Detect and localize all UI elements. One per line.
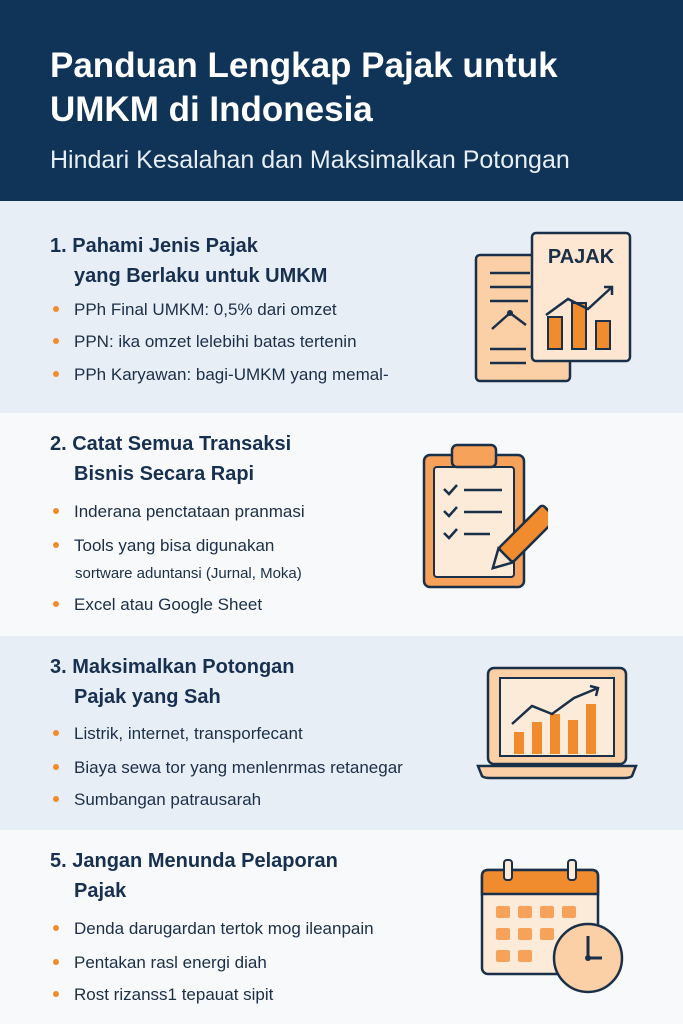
- bullet-dot-icon: [53, 338, 59, 344]
- section-heading: [50, 231, 327, 291]
- bullet-dot-icon: [53, 601, 59, 607]
- bullet-dot-icon: [53, 796, 59, 802]
- bullet-dot-icon: [53, 306, 59, 312]
- bullet-dot-icon: [53, 925, 59, 931]
- page-subtitle: Hindari Kesalahan dan Maksimalkan Potongan: [50, 146, 570, 174]
- list-item: PPN: ika omzet lelebihi batas tertenin: [53, 331, 357, 353]
- tax-document-chart-icon: [470, 229, 640, 389]
- section-heading: [50, 846, 338, 906]
- section-bookkeeping: [0, 413, 683, 636]
- calendar-clock-icon: [476, 854, 636, 1004]
- bullet-dot-icon: [53, 371, 59, 377]
- bullet-dot-icon: [53, 730, 59, 736]
- section-heading: [50, 652, 295, 712]
- list-item: Sumbangan patrausarah: [53, 789, 261, 811]
- list-item: Inderana penctataan pranmasi: [53, 501, 305, 523]
- list-item: Biaya sewa tor yang menlenrmas retanegar: [53, 757, 403, 779]
- bullet-dot-icon: [53, 542, 59, 548]
- clipboard-checklist-pencil-icon: [418, 437, 548, 597]
- header-banner: [0, 0, 683, 201]
- list-item: Excel atau Google Sheet: [53, 594, 262, 616]
- bullet-dot-icon: [53, 508, 59, 514]
- page-title: Panduan Lengkap Pajak untuk UMKM di Indonesia: [50, 46, 558, 129]
- list-item: Rost rizanss1 tepauat sipit: [53, 984, 273, 1006]
- section-heading-line2: Pajak: [74, 880, 127, 902]
- bullet-dot-icon: [53, 959, 59, 965]
- section-heading-line2: Pajak yang Sah: [74, 686, 221, 708]
- section-heading: [50, 429, 291, 489]
- section-tax-types: [0, 201, 683, 413]
- list-item: PPh Final UMKM: 0,5% dari omzet: [53, 299, 337, 321]
- bullet-dot-icon: [53, 991, 59, 997]
- section-heading-line1: 5. Jangan Menunda Pelaporan: [50, 850, 338, 872]
- section-heading-line1: 1. Pahami Jenis Pajak: [50, 235, 258, 257]
- section-heading-line1: 3. Maksimalkan Potongan: [50, 656, 295, 678]
- list-item: Tools yang bisa digunakan: [53, 535, 274, 557]
- svg-text:PAJAK: PAJAK: [547, 246, 615, 268]
- list-item: Listrik, internet, transporfecant: [53, 723, 303, 745]
- section-heading-line2: yang Berlaku untuk UMKM: [74, 265, 328, 287]
- list-item: Pentakan rasl energi diah: [53, 952, 267, 974]
- list-item-continuation: sortware aduntansi (Jurnal, Moka): [75, 565, 302, 582]
- list-item: PPh Karyawan: bagi-UMKM yang memal-: [53, 364, 389, 386]
- section-deductions: [0, 636, 683, 830]
- section-reporting: [0, 830, 683, 1024]
- section-heading-line2: Bisnis Secara Rapi: [74, 463, 255, 485]
- laptop-growth-chart-icon: [474, 662, 644, 782]
- section-heading-line1: 2. Catat Semua Transaksi: [50, 433, 292, 455]
- list-item: Denda darugardan tertok mog ileanpain: [53, 918, 374, 940]
- bullet-dot-icon: [53, 764, 59, 770]
